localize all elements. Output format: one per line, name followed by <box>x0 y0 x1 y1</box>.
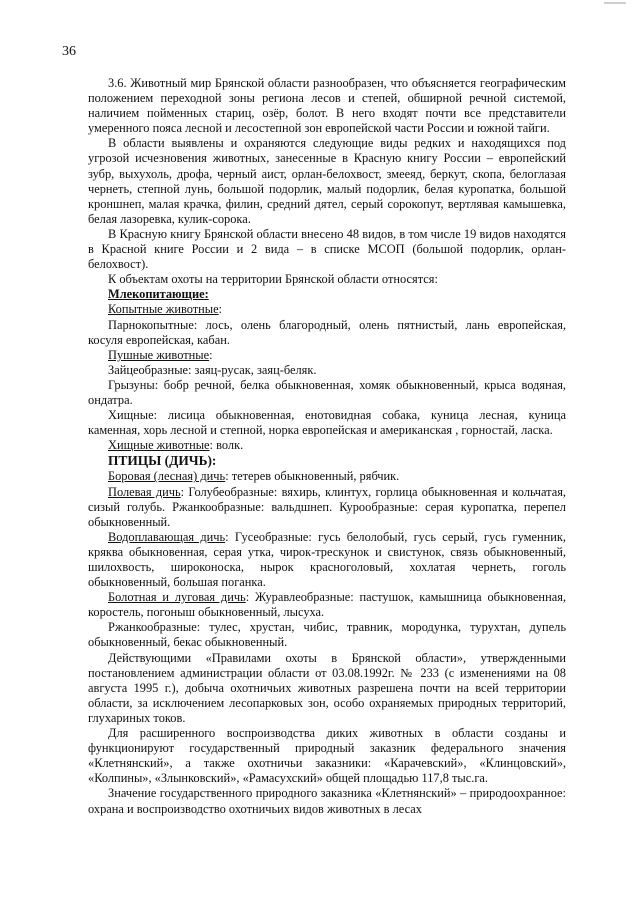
heading-birds <box>88 453 566 469</box>
paragraph-forest-game <box>88 469 566 484</box>
hoofed-colon: : <box>218 302 223 317</box>
paragraph-kletnyansky-reserve: Значение государственного природного заказника «Клетнянский» – природоохранное: охрана и воспроизводство охотничьих видов животных в лесах <box>88 786 566 816</box>
predators-text: : волк. <box>209 438 244 453</box>
paragraph-red-book-bryansk: В Красную книгу Брянской области внесено 48 видов, в том числе 19 видов находятся в Красной книге России и 2 вида – в списке МСОП (большой подорлик, орлан-белохвост). <box>88 226 566 272</box>
predators-heading-text: Хищные животные <box>108 438 210 453</box>
paragraph-carnivores: Хищные: лисица обыкновенная, енотовидная собака, куница лесная, куница каменная, хорь лесной и степной, норка европейская и американская , горностай, ласка. <box>88 408 566 438</box>
field-game-text: : Голубеобразные: вяхирь, клинтух, горлица обыкновенная и кольчатая, сизый голубь. Ржанкообразные: вальдшнеп. Курообразные: серая куропатка, перепел обыкновенный. <box>88 484 566 529</box>
paragraph-predators <box>88 438 566 453</box>
birds-heading-text: ПТИЦЫ (ДИЧЬ): <box>108 453 217 469</box>
waterfowl-heading: Водоплавающая дичь <box>108 529 226 544</box>
paragraph-red-book-russia: В области выявлены и охраняются следующие виды редких и находящихся под угрозой исчезновения животных, занесенные в Красную книгу России – европейский зубр, выхухоль, дрофа, черный аист, орлан-белохвост, змееяд, беркут, скопа, белоглазая чернеть, степной лунь, большой подорлик, малый подорлик, белая куропатка, большой кроншнеп, малая крачка, филин, средний дятел, серый сорокопут, вертлявая камышевка, белая лазоревка, кулик-сорока. <box>88 136 566 226</box>
marsh-game-heading: Болотная и луговая дичь <box>108 590 246 605</box>
fur-colon: : <box>209 347 213 362</box>
heading-fur <box>88 348 566 363</box>
heading-hoofed <box>88 302 566 317</box>
marsh-game-text: : Журавлеобразные: пастушок, камышница обыкновенная, коростель, погоныш обыкновенный, лысуха. <box>88 590 566 620</box>
paragraph-field-game <box>88 485 566 530</box>
page-number: 36 <box>62 44 76 59</box>
heading-mammals <box>88 287 566 302</box>
fur-heading-text: Пушные животные <box>108 347 210 362</box>
paragraph-artiodactyls: Парнокопытные: лось, олень благородный, олень пятнистый, лань европейская, косуля европейская, кабан. <box>88 317 566 347</box>
paragraph-hunting-rules: Действующими «Правилами охоты в Брянской области», утвержденными постановлением администрации области от 03.08.1992г. № 233 (с изменениями на 08 августа 1995 г.), добыча охотничьих животных разрешена почти на всей территории области, за исключением лесопарковых зон, особо охраняемых природных территорий, глухариных токов. <box>88 650 566 725</box>
paragraph-rodents: Грызуны: бобр речной, белка обыкновенная, хомяк обыкновенный, крыса водяная, ондатра. <box>88 377 566 407</box>
paragraph-lagomorphs: Зайцеобразные: заяц-русак, заяц-беляк. <box>108 362 317 377</box>
paragraph-marsh-game <box>88 590 566 620</box>
paragraph-reserves: Для расширенного воспроизводства диких животных в области созданы и функционируют государственный природный заказник федерального значения «Клетнянский», а также охотничьи заказники: «Карачевский», «Клинцовский», «Колпины», «Злынковский», «Рамасухский» общей площадью 117,8 тыс.га. <box>88 726 566 786</box>
forest-game-heading: Боровая (лесная) дичь <box>108 469 226 484</box>
paragraph-fauna-intro: 3.6. Животный мир Брянской области разнообразен, что объясняется географическим положением переходной зоны региона лесов и степей, обширной речной системой, наличием пойменных стариц, озёр, болот. В него входят почти все представители умеренного пояса лесной и лесостепной зон европейской части России и южной тайги. <box>88 76 566 136</box>
forest-game-text: : тетерев обыкновенный, рябчик. <box>225 469 400 484</box>
paragraph-charadrii: Ржанкообразные: тулес, хрустан, чибис, травник, мородунка, турухтан, дупель обыкновенный, бекас обыкновенный. <box>88 620 566 650</box>
mammals-heading-text: Млекопитающие: <box>108 287 209 302</box>
paragraph-hunting-objects: К объектам охоты на территории Брянской области относятся: <box>108 272 438 287</box>
scan-corner-mark <box>604 2 626 4</box>
document-body <box>88 76 566 817</box>
hoofed-heading-text: Копытные животные <box>108 302 219 317</box>
waterfowl-text: : Гусеобразные: гусь белолобый, гусь серый, гусь гуменник, кряква обыкновенная, серая утка, чирок-трескунок и свистунок, связь обыкновенный, шилохвость, широконоска, нырок красноголовый, хохлатая чернеть, гоголь обыкновенный, большая поганка. <box>88 529 567 590</box>
paragraph-waterfowl <box>88 530 566 590</box>
field-game-heading: Полевая дичь <box>108 484 181 499</box>
